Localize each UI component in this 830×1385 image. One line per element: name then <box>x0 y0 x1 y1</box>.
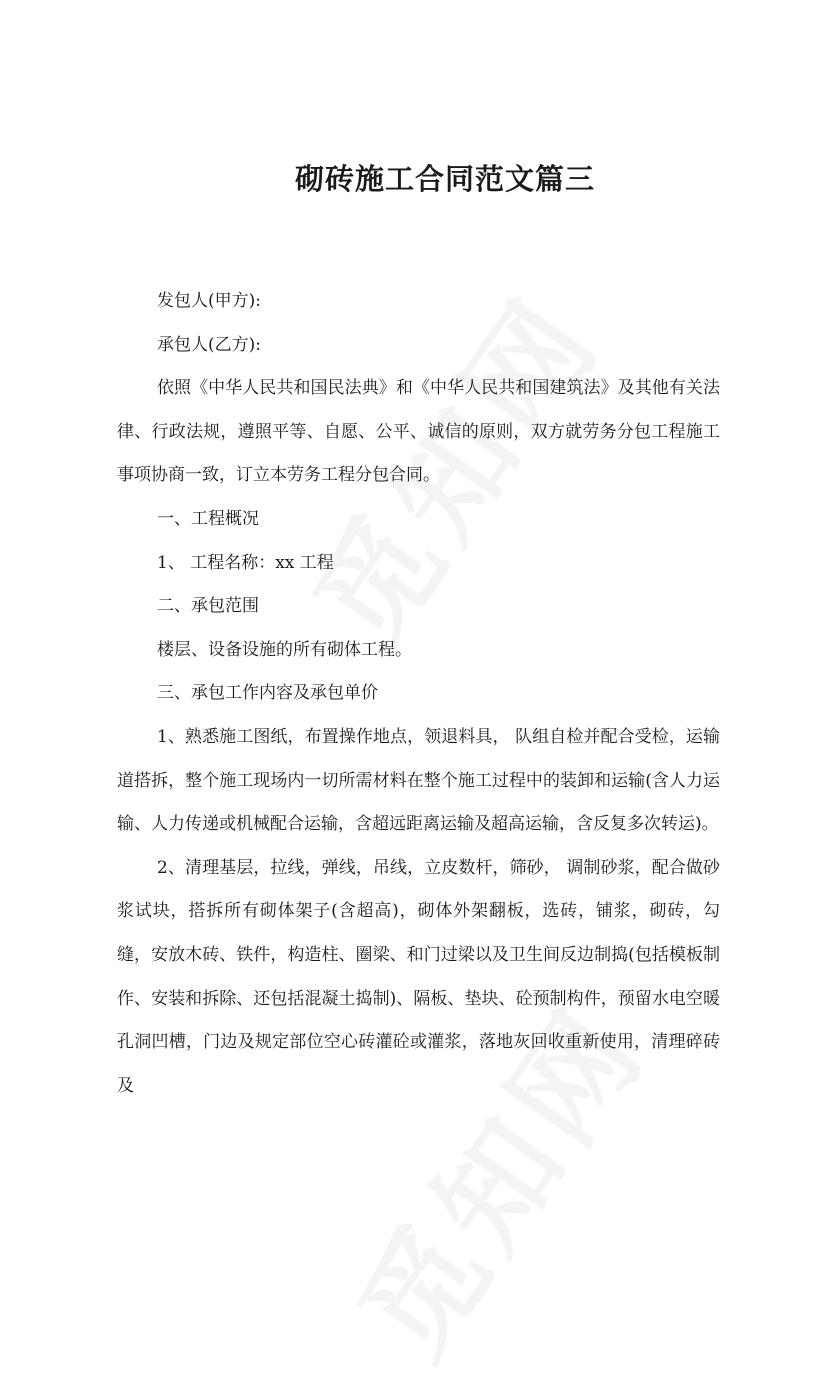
paragraph-work-item-2: 2、清理基层，拉线，弹线，吊线，立皮数杆，筛砂， 调制砂浆，配合做砂浆试块，搭拆所有砌体架子(含超高)，砌体外架翻板，选砖，铺浆，砌砖，勾缝，安放木砖、铁件，构造柱、圈梁、和门过梁以及卫生间反边制捣(包括模板制作、安装和拆除、还包括混凝土捣制)、隔板、垫块、砼预制构件，预留水电空暖孔洞凹槽，门边及规定部位空心砖灌砼或灌浆，落地灰回收重新使用，清理碎砖及 <box>117 857 720 1096</box>
paragraph-project-name: 1、 工程名称：xx 工程 <box>157 552 334 573</box>
page-title: 砌砖施工合同范文篇三 <box>294 162 595 196</box>
paragraph-party-a: 发包人(甲方): <box>157 291 261 311</box>
section-heading-work-content: 三、承包工作内容及承包单价 <box>157 683 378 704</box>
paragraph-preamble: 依照《中华人民共和国民法典》和《中华人民共和国建筑法》及其他有关法律、行政法规，遵照平等、自愿、公平、诚信的原则，双方就劳务分包工程施工事项协商一致，订立本劳务工程分包合同。 <box>117 378 720 486</box>
paragraph-party-b: 承包人(乙方): <box>157 334 261 355</box>
paragraph-work-item-1: 1、熟悉施工图纸，布置操作地点，领退料具， 队组自检并配合受检，运输道搭拆，整个施工现场内一切所需材料在整个施工过程中的装卸和运输(含人力运输、人力传递或机械配合运输，含超远距离运输及超高运输，含反复多次转运)。 <box>117 726 720 835</box>
section-heading-overview: 一、工程概况 <box>157 508 259 529</box>
document-body <box>117 280 720 1108</box>
section-heading-scope: 二、承包范围 <box>157 596 259 617</box>
paragraph-scope: 楼层、设备设施的所有砌体工程。 <box>157 639 412 660</box>
